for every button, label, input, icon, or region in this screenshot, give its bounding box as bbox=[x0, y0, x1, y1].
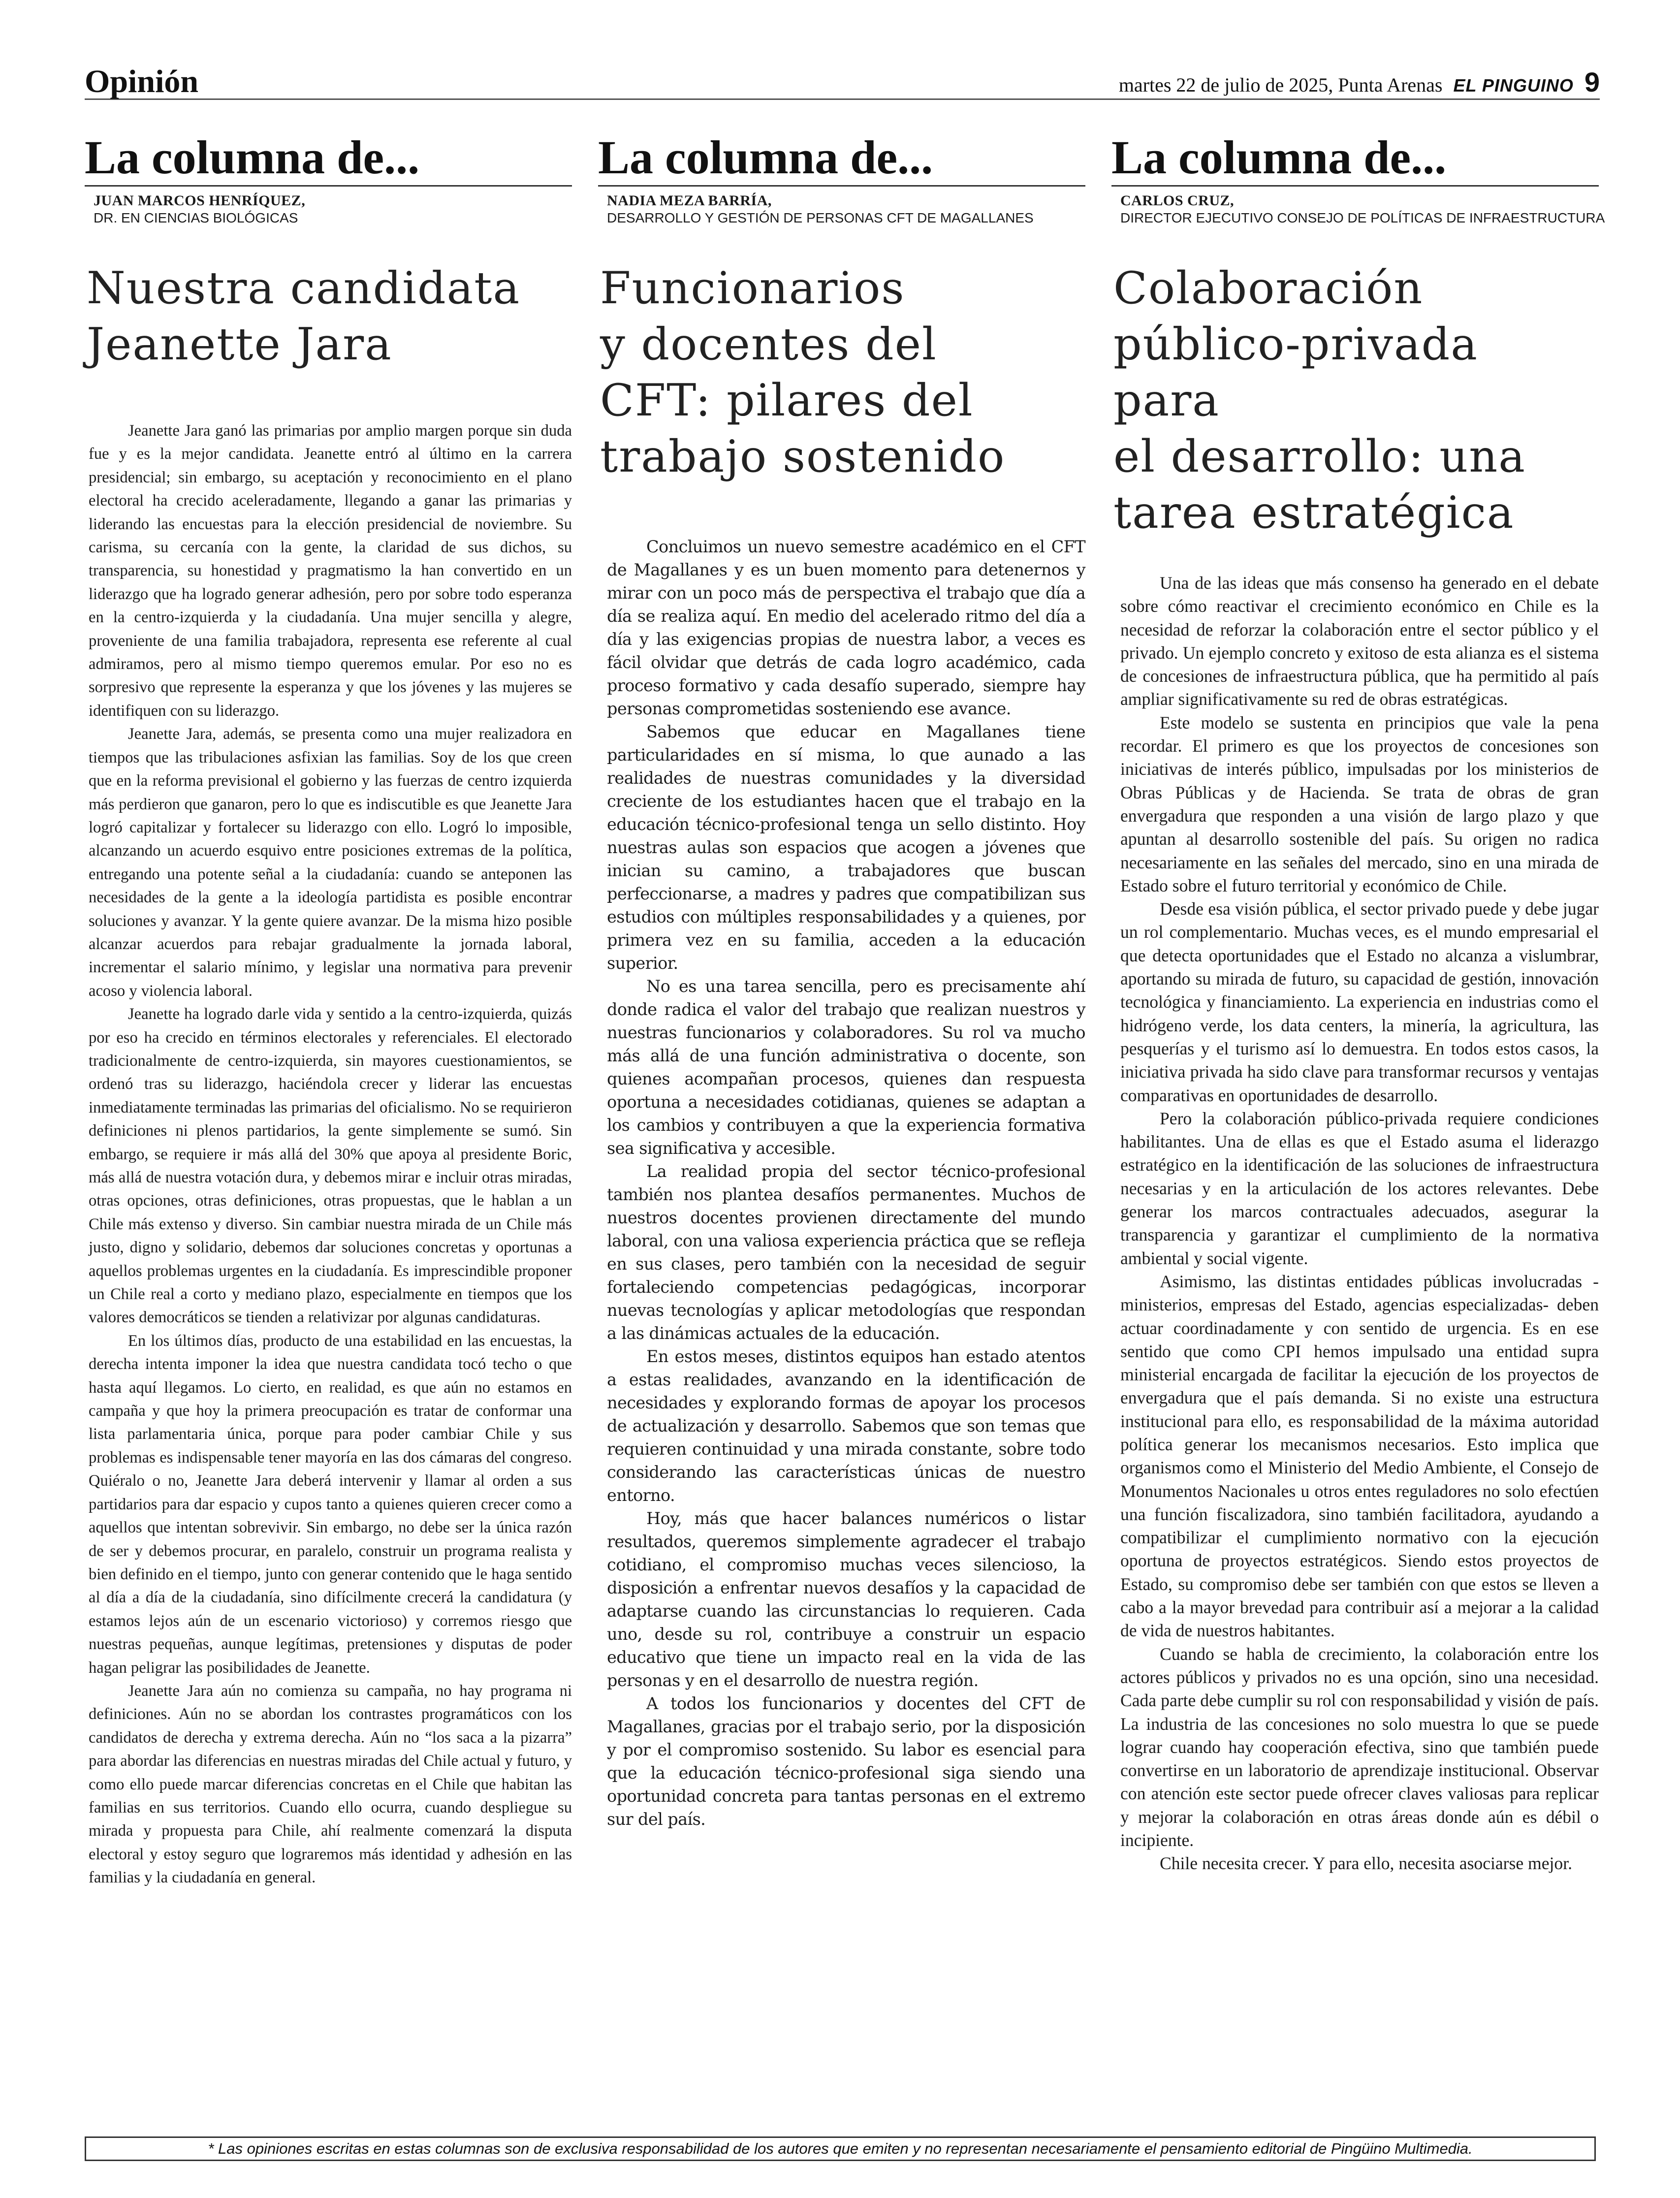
paragraph: Jeanette Jara, además, se presenta como una mujer realizadora en tiempos que las tribulaciones asfixian las familias. Soy de los que creen que en la reforma previsional el gobierno y las fuerzas de centro izquierda más perdieron que ganaron, pero lo que es indiscutible es que Jeanette Jara logró capitalizar y fortalecer su liderazgo con ello. Logró lo imposible, alcanzando un acuerdo esquivo entre posiciones extremas de la política, entregando una potente señal a la ciudadanía: cuando se anteponen las necesidades de la gente a la ideología partidista es posible encontrar soluciones y avanzar. Y la gente quiere avanzar. De la misma hizo posible alcanzar acuerdos para rebajar gradualmente la jornada laboral, incrementar el salario mínimo, y legislar una normativa para prevenir acoso y violencia laboral. bbox=[89, 725, 572, 1000]
paragraph: Una de las ideas que más consenso ha generado en el debate sobre cómo reactivar el crecimiento económico en Chile es la necesidad de reforzar la colaboración entre el sector público y el privado. Un ejemplo concreto y exitoso de esta alianza es el sistema de concesiones de infraestructura pública, que ha permitido al país ampliar significativamente su red de obras estratégicas. bbox=[1120, 573, 1599, 709]
column-label: La columna de... bbox=[1111, 133, 1599, 187]
date-line: martes 22 de julio de 2025, Punta Arenas bbox=[1118, 74, 1443, 96]
opinion-column-cruz bbox=[1111, 131, 1605, 1876]
opinion-column-meza bbox=[598, 133, 1085, 1831]
paragraph: Concluimos un nuevo semestre académico en el CFT de Magallanes y es un buen momento para detenernos y mirar con un poco más de perspectiva el trabajo que día a día se realiza aquí. En medio del acelerado ritmo del día a día y las exigencias propias de nuestra labor, a veces es fácil olvidar que detrás de cada logro académico, cada proceso formativo y cada desafío superado, siempre hay personas comprometidas sosteniendo ese avance. bbox=[607, 537, 1085, 718]
article-title: Funcionarios y docentes del CFT: pilares del trabajo sostenido bbox=[600, 262, 1006, 482]
page-number: 9 bbox=[1584, 66, 1600, 97]
column-label: La columna de... bbox=[85, 133, 572, 187]
paragraph: Jeanette Jara aún no comienza su campaña, no hay programa ni definiciones. Aún no se abordan los contrastes programáticos con los candidatos de derecha y extrema derecha. Aún no “los saca a la pizarra” para abordar las diferencias en nuestras miradas del Chile actual y futuro, y como ello puede marcar diferencias concretas en el Chile que habitan las familias en sus territorios. Cuando ello ocurra, cuando despliegue su mirada y propuesta para Chile, ahí realmente comenzará la disputa electoral y estoy seguro que lograremos más identidad y adhesión en las familias y la ciudadanía en general. bbox=[89, 1682, 572, 1887]
disclaimer-box: * Las opiniones escritas en estas columnas son de exclusiva responsabilidad de los autores que emiten y no representan necesariamente el pensamiento editorial de Pingüino Multimedia. bbox=[85, 2136, 1596, 2161]
article-body bbox=[85, 419, 572, 1890]
paragraph: Este modelo se sustenta en principios que vale la pena recordar. El primero es que los proyectos de concesiones son iniciativas de interés público, impulsadas por los ministerios de Obras Públicas y de Hacienda. Se trata de obras de gran envergadura que responden a una visión de largo plazo y que apuntan al desarrollo sostenible del país. Su origen no radica necesariamente en las señales del mercado, sino en una mirada de Estado sobre el futuro territorial y económico de Chile. bbox=[1120, 712, 1599, 895]
paragraph: Hoy, más que hacer balances numéricos o listar resultados, queremos simplemente agradecer el trabajo cotidiano, el compromiso muchas veces silencioso, la disposición a enfrentar nuevos desafíos y la capacidad de adaptarse cuando las circunstancias lo requieren. Cada uno, desde su rol, contribuye a construir un espacio educativo que tiene un impacto real en la vida de las personas y en el desarrollo de nuestra región. bbox=[607, 1509, 1085, 1690]
masthead-logo: EL PINGUINO bbox=[1453, 75, 1574, 96]
paragraph: Desde esa visión pública, el sector privado puede y debe jugar un rol complementario. Muchas veces, es el mundo empresarial el que detecta oportunidades que el Estado no alcanza a vislumbrar, aportando su mirada de futuro, su capacidad de gestión, innovación tecnológica y financiamiento. La experiencia en industrias como el hidrógeno verde, los data centers, la minería, la agricultura, las pesquerías y el turismo así lo demuestra. En todos estos casos, la iniciativa privada ha sido clave para transformar recursos y ventajas comparativas en oportunidades de desarrollo. bbox=[1120, 899, 1599, 1105]
paragraph: En los últimos días, producto de una estabilidad en las encuestas, la derecha intenta imponer la idea que nuestra candidata tocó techo o que hasta aquí llegamos. Lo cierto, en realidad, es que aún no estamos en campaña y que hoy la primera preocupación es tratar de conformar una lista parlamentaria única, porque para poder cambiar Chile y sus problemas es indispensable tener mayoría en las dos cámaras del congreso. Quiéralo o no, Jeanette Jara deberá intervenir y llamar al orden a sus partidarios para dar espacio y cupos tanto a quienes quieren crecer como a aquellos que intentan sobrevivir. Sin embargo, no debe ser la única razón de ser y debemos procurar, en paralelo, construir un programa realista y bien definido en el tiempo, junto con generar contenido que le haga sentido al día a día de la ciudadanía, sino difícilmente crecerá la candidatura (y estamos lejos aún de un escenario victorioso) y corremos riesgo que nuestras pequeñas, aunque legítimas, pretensiones y disputas de poder hagan peligrar las posibilidades de Jeanette. bbox=[89, 1332, 572, 1677]
paragraph: A todos los funcionarios y docentes del CFT de Magallanes, gracias por el trabajo serio, por la disposición y por el compromiso sostenido. Su labor es esencial para que la educación técnico-profesional siga siendo una oportunidad concreta para tantas personas en el extremo sur del país. bbox=[607, 1694, 1085, 1829]
article-title: Nuestra candidata Jeanette Jara bbox=[87, 262, 521, 370]
paragraph: Jeanette ha logrado darle vida y sentido a la centro-izquierda, quizás por eso ha crecido en términos electorales y referenciales. El electorado tradicionalmente de centro-izquierda, sin mayores cuestionamientos, se ordenó tras su liderazgo, haciéndola crecer y liderar las encuestas inmediatamente terminadas las primarias del oficialismo. No se requirieron definiciones ni plenos partidarios, la gente simplemente se sumó. Sin embargo, se requiere ir más allá del 30% que apoya al presidente Boric, más allá de nuestra votación dura, y debemos mirar e incluir otras miradas, otras opciones, otras definiciones, otras propuestas, que le hablan a un Chile más extenso y diverso. Sin cambiar nuestra mirada de un Chile más justo, digno y solidario, debemos dar soluciones concretas y oportunas a aquellos problemas urgentes en la ciudadanía. Es imprescindible proponer un Chile real a corto y mediano plazo, especialmente en tiempos que los valores democráticos se tienden a relativizar por algunas candidaturas. bbox=[89, 1005, 572, 1327]
article-body bbox=[598, 535, 1085, 1831]
author-name: CARLOS CRUZ, bbox=[1120, 192, 1235, 209]
author-name: JUAN MARCOS HENRÍQUEZ, bbox=[94, 192, 306, 209]
author-role: DIRECTOR EJECUTIVO CONSEJO DE POLÍTICAS DE INFRAESTRUCTURA bbox=[1120, 210, 1605, 225]
paragraph: Asimismo, las distintas entidades públicas involucradas -ministerios, empresas del Estado, agencias especializadas- deben actuar coordinadamente y con sentido de urgencia. Es en ese sentido que como CPI hemos impulsado una entidad supra ministerial encargada de facilitar la ejecución de los proyectos de envergadura que el país demanda. Si no existe una estructura institucional para ello, es responsabilidad de la máxima autoridad política generar los mecanismos necesarios. Esto implica que organismos como el Ministerio del Medio Ambiente, el Consejo de Monumentos Nacionales u otros entes reguladores no solo efectúen una función fiscalizadora, sino también facilitadora, ayudando a compatibilizar el cumplimiento normativo con la ejecución oportuna de proyectos estratégicos. Siendo estos proyectos de Estado, su compromiso debe ser también con que estos se lleven a cabo a la mayor brevedad para contribuir así a mejorar a la calidad de vida de nuestros habitantes. bbox=[1120, 1271, 1599, 1641]
section-label: Opinión bbox=[85, 64, 199, 99]
page-header bbox=[85, 59, 1600, 100]
author-name: NADIA MEZA BARRÍA, bbox=[607, 192, 772, 209]
paragraph: La realidad propia del sector técnico-profesional también nos plantea desafíos permanentes. Muchos de nuestros docentes provienen directamente del mundo laboral, con una valiosa experiencia práctica que se refleja en sus clases, pero también con la necesidad de seguir fortaleciendo competencias pedagógicas, incorporar nuevas tecnologías y aplicar metodologías que respondan a las dinámicas actuales de la educación. bbox=[607, 1162, 1085, 1343]
paragraph: Chile necesita crecer. Y para ello, necesita asociarse mejor. bbox=[1160, 1853, 1572, 1874]
article-title: Colaboración público-privada para el desarrollo: una tarea estratégica bbox=[1113, 262, 1526, 539]
opinion-column-henriquez bbox=[85, 133, 572, 1890]
author-role: DR. EN CIENCIAS BIOLÓGICAS bbox=[94, 210, 298, 225]
paragraph: Sabemos que educar en Magallanes tiene particularidades en sí misma, lo que aunado a las realidades de nuestras comunidades y la diversidad creciente de los estudiantes hacen que el trabajo en la educación técnico-profesional tenga un sello distinto. Hoy nuestras aulas son espacios que acogen a jóvenes que inician su camino, a trabajadores que buscan perfeccionarse, a madres y padres que compatibilizan sus estudios con múltiples responsabilidades y a quienes, por primera vez en su familia, acceden a la educación superior. bbox=[607, 722, 1085, 973]
paragraph: Pero la colaboración público-privada requiere condiciones habilitantes. Una de ellas es que el Estado asuma el liderazgo estratégico en la identificación de las soluciones de infraestructura necesarias y en la articulación de los actores relevantes. Debe generar los marcos contractuales adecuados, asegurar la transparencia y garantizar el cumplimiento de la normativa ambiental y social vigente. bbox=[1120, 1108, 1599, 1268]
column-label: La columna de... bbox=[598, 133, 1085, 187]
paragraph: Jeanette Jara ganó las primarias por amplio margen porque sin duda fue y es la mejor candidata. Jeanette entró al último en la carrera presidencial; sin embargo, su aceptación y reconocimiento en el plano electoral ha crecido aceleradamente, llegando a ganar las primarias y liderando las encuestas para la elección presidencial de noviembre. Su carisma, su cercanía con la gente, la claridad de sus dichos, su transparencia, su honestidad y pragmatismo la han convertido en un liderazgo que ha logrado generar adhesión, pero por sobre todo esperanza en la centro-izquierda y la ciudadanía. Una mujer sencilla y alegre, proveniente de una familia trabajadora, representa ese referente al cual admiramos, pero al mismo tiempo queremos emular. Por eso no es sorpresivo que represente la esperanza y que los jóvenes y las mujeres se identifiquen con su liderazgo. bbox=[89, 422, 572, 720]
paragraph: No es una tarea sencilla, pero es precisamente ahí donde radica el valor del trabajo que realizan nuestros y nuestras funcionarios y colaboradores. Su rol va mucho más allá de una función administrativa o docente, son quienes acompañan procesos, quienes dan respuesta oportuna a necesidades cotidianas, quienes se adaptan a los cambios y contribuyen a que la experiencia formativa sea significativa y accesible. bbox=[607, 977, 1085, 1158]
header-right bbox=[1119, 66, 1600, 98]
article-body bbox=[1111, 572, 1599, 1876]
author-role: DESARROLLO Y GESTIÓN DE PERSONAS CFT DE MAGALLANES bbox=[607, 210, 1034, 225]
paragraph: En estos meses, distintos equipos han estado atentos a estas realidades, avanzando en la identificación de necesidades y explorando formas de apoyar los procesos de actualización y desarrollo. Sabemos que son temas que requieren continuidad y una mirada constante, sobre todo considerando las características únicas de nuestro entorno. bbox=[607, 1347, 1085, 1505]
paragraph: Cuando se habla de crecimiento, la colaboración entre los actores públicos y privados no es una opción, sino una necesidad. Cada parte debe cumplir su rol con responsabilidad y visión de país. La industria de las concesiones no solo muestra lo que se puede lograr cuando hay cooperación efectiva, sino que también puede convertirse en un laboratorio de aprendizaje institucional. Observar con atención este sector puede ofrecer claves valiosas para replicar y mejorar la colaboración en otras áreas donde aún es débil o incipiente. bbox=[1120, 1644, 1599, 1850]
